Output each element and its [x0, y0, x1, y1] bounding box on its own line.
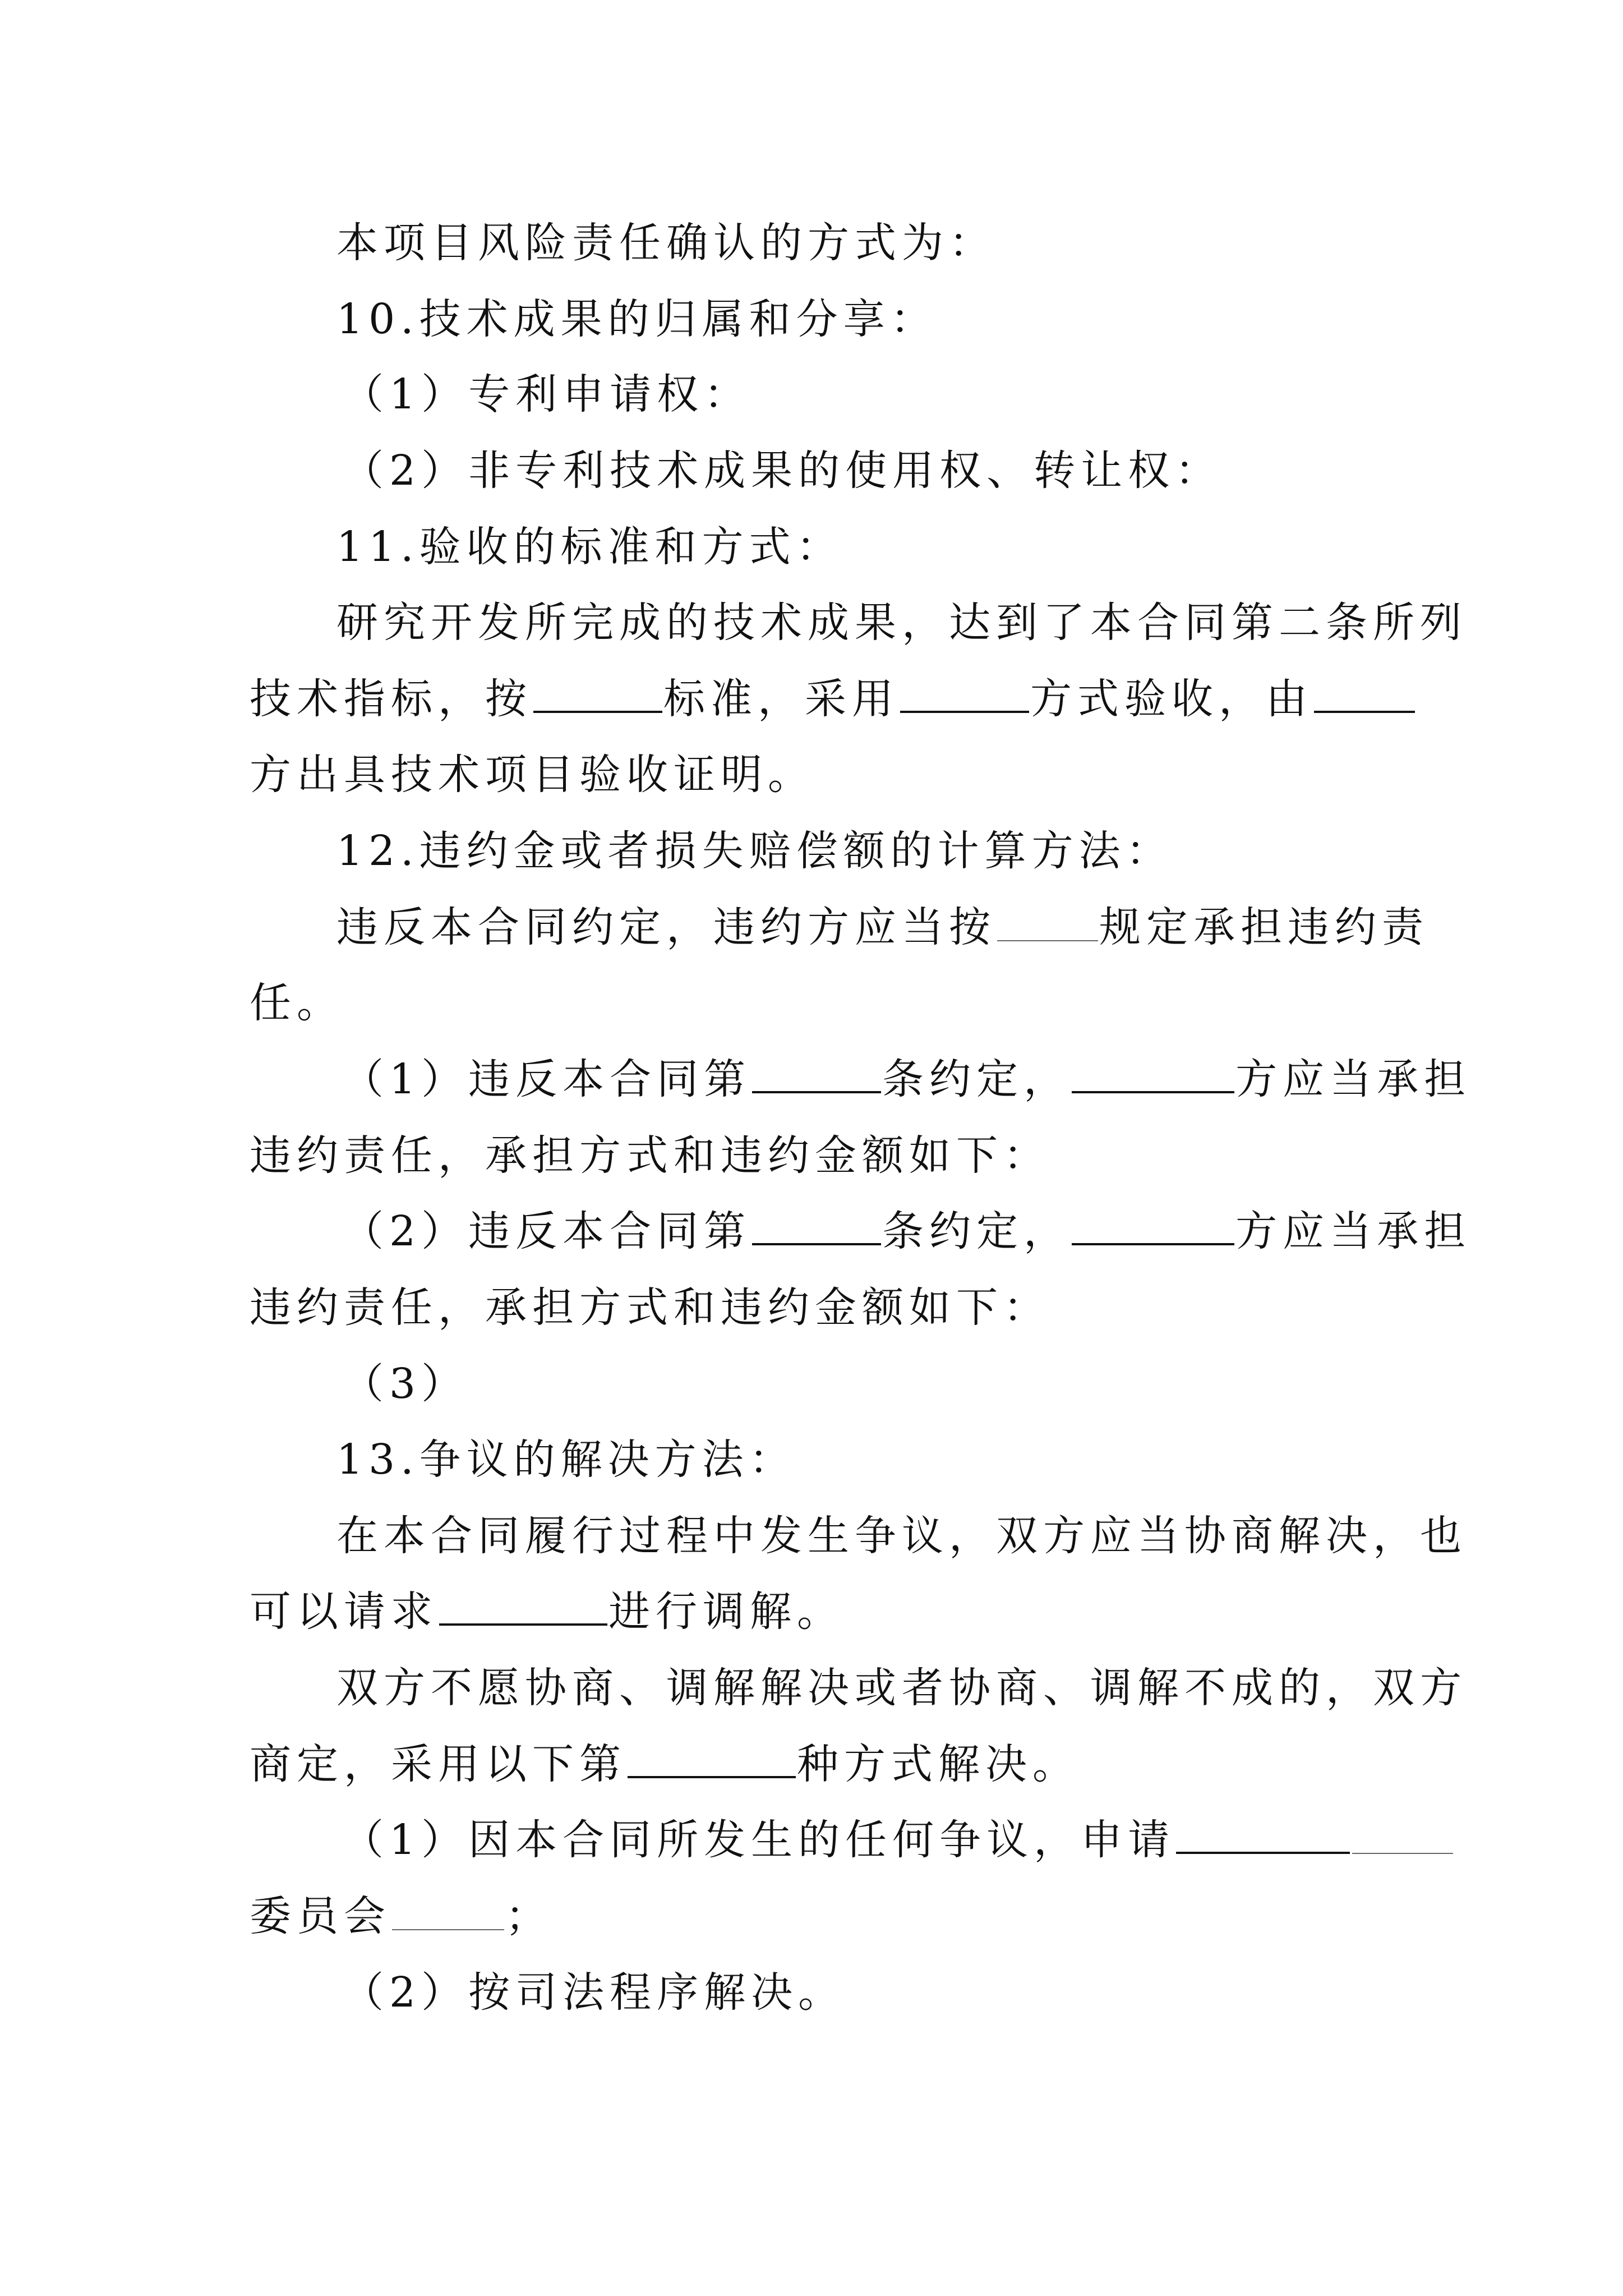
section-12-heading: 12.违约金或者损失赔偿额的计算方法： [336, 827, 1173, 875]
blank-field [1072, 1204, 1234, 1245]
text-segment: 条约定， [882, 1055, 1071, 1103]
breach-item-1-line-1 [342, 1048, 1472, 1110]
dispute-paragraph-line-4 [250, 1733, 1382, 1795]
breach-paragraph-line-2: 任。 [250, 979, 344, 1027]
blank-field [1314, 671, 1415, 713]
breach-item-2-line-2: 违约责任，承担方式和违约金额如下： [250, 1283, 1050, 1332]
breach-item-1-line-2: 违约责任，承担方式和违约金额如下： [250, 1131, 1050, 1180]
blank-field [1176, 1812, 1350, 1854]
blank-field [1352, 1814, 1453, 1854]
text-segment: 可以请求 [250, 1588, 438, 1636]
blank-field [752, 1204, 881, 1245]
blank-field [997, 901, 1098, 941]
section-10-heading: 10.技术成果的归属和分享： [336, 295, 938, 343]
blank-field [439, 1584, 607, 1626]
text-segment: （1）违反本合同第 [342, 1055, 751, 1103]
dispute-paragraph-line-1: 在本合同履行过程中发生争议，双方应当协商解决，也 [336, 1512, 1467, 1560]
text-segment: 委员会 [250, 1892, 391, 1940]
text-segment: 标准，采用 [663, 675, 899, 723]
dispute-paragraph-line-2 [250, 1581, 1382, 1642]
text-segment: 违反本合同约定，违约方应当按 [336, 903, 996, 951]
breach-item-2-line-1 [342, 1200, 1472, 1262]
acceptance-paragraph-line-2 [250, 668, 1382, 730]
blank-field [900, 671, 1029, 713]
text-segment: 商定，采用以下第 [250, 1740, 626, 1788]
breach-paragraph-line-1 [336, 896, 1429, 958]
section-13-heading: 13.争议的解决方法： [336, 1435, 796, 1484]
text-segment: 规定承担违约责 [1099, 903, 1429, 951]
arbitration-item-line-1 [342, 1809, 1382, 1871]
text-segment: ； [505, 1892, 552, 1940]
text-segment: 进行调解。 [608, 1588, 844, 1636]
dispute-paragraph-line-3: 双方不愿协商、调解解决或者协商、调解不成的，双方 [336, 1664, 1467, 1712]
blank-field [628, 1737, 796, 1778]
text-segment: 方式验收，由 [1030, 675, 1313, 723]
blank-field [1072, 1052, 1234, 1093]
non-patent-rights-item: （2）非专利技术成果的使用权、转让权： [342, 447, 1223, 495]
text-segment: （1）因本合同所发生的任何争议，申请 [342, 1816, 1175, 1864]
patent-application-right-item: （1）专利申请权： [342, 370, 751, 418]
risk-confirmation-line: 本项目风险责任确认的方式为： [336, 219, 996, 267]
acceptance-paragraph-line-1: 研究开发所完成的技术成果，达到了本合同第二条所列 [336, 599, 1467, 647]
arbitration-item-line-2 [250, 1885, 1382, 1947]
section-11-heading: 11.验收的标准和方式： [336, 523, 843, 571]
acceptance-paragraph-line-3: 方出具技术项目验收证明。 [250, 751, 815, 799]
text-segment: 方应当承担 [1235, 1055, 1472, 1103]
blank-field [392, 1890, 504, 1930]
text-segment: 种方式解决。 [797, 1740, 1080, 1788]
text-segment: （2）违反本合同第 [342, 1207, 751, 1255]
text-segment: 技术指标，按 [250, 675, 532, 723]
blank-field [752, 1052, 881, 1093]
text-segment: 条约定， [882, 1207, 1071, 1255]
blank-field [533, 671, 662, 713]
breach-item-3: （3） [342, 1360, 469, 1408]
judicial-procedure-item: （2）按司法程序解决。 [342, 1968, 846, 2017]
text-segment: 方应当承担 [1235, 1207, 1472, 1255]
